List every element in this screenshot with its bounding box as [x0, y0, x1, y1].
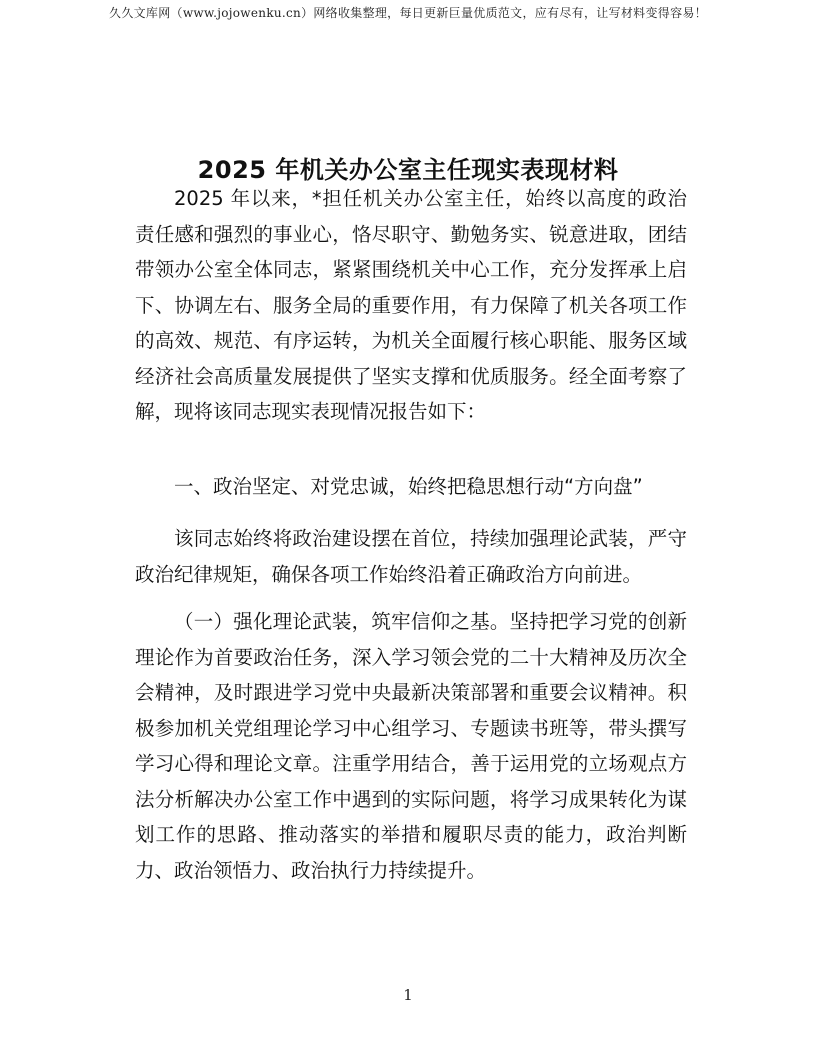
- paragraph-intro: 2025 年以来，*担任机关办公室主任，始终以高度的政治责任感和强烈的事业心，恪尽职守、勤勉务实、锐意进取，团结带领办公室全体同志，紧紧围绕机关中心工作，充分发挥承上启下、协调左右、服务全局的重要作用，有力保障了机关各项工作的高效、规范、有序运转，为机关全面履行核心职能、服务区域经济社会高质量发展提供了坚实支撑和优质服务。经全面考察了解，现将该同志现实表现情况报告如下：: [135, 187, 687, 423]
- paragraph-subsection-1: （一）强化理论武装，筑牢信仰之基。坚持把学习党的创新理论作为首要政治任务，深入学习领会党的二十大精神及历次全会精神，及时跟进学习党中央最新决策部署和重要会议精神。积极参加机关党组理论学习中心组学习、专题读书班等，带头撰写学习心得和理论文章。注重学用结合，善于运用党的立场观点方法分析解决办公室工作中遇到的实际问题，将学习成果转化为谋划工作的思路、推动落实的举措和履职尽责的能力，政治判断力、政治领悟力、政治执行力持续提升。: [135, 610, 687, 882]
- page-number: 1: [403, 986, 413, 1004]
- section-heading-1: 一、政治坚定、对党忠诚，始终把稳思想行动“方向盘”: [174, 475, 643, 498]
- document-title: 2025 年机关办公室主任现实表现材料: [197, 156, 619, 184]
- paragraph-section-1-summary: 该同志始终将政治建设摆在首位，持续加强理论武装，严守政治纪律规矩，确保各项工作始终沿着正确政治方向前进。: [135, 527, 687, 586]
- header-note: 久久文库网（www.jojowenku.cn）网络收集整理，每日更新巨量优质范文，应有尽有，让写材料变得容易！: [109, 6, 707, 20]
